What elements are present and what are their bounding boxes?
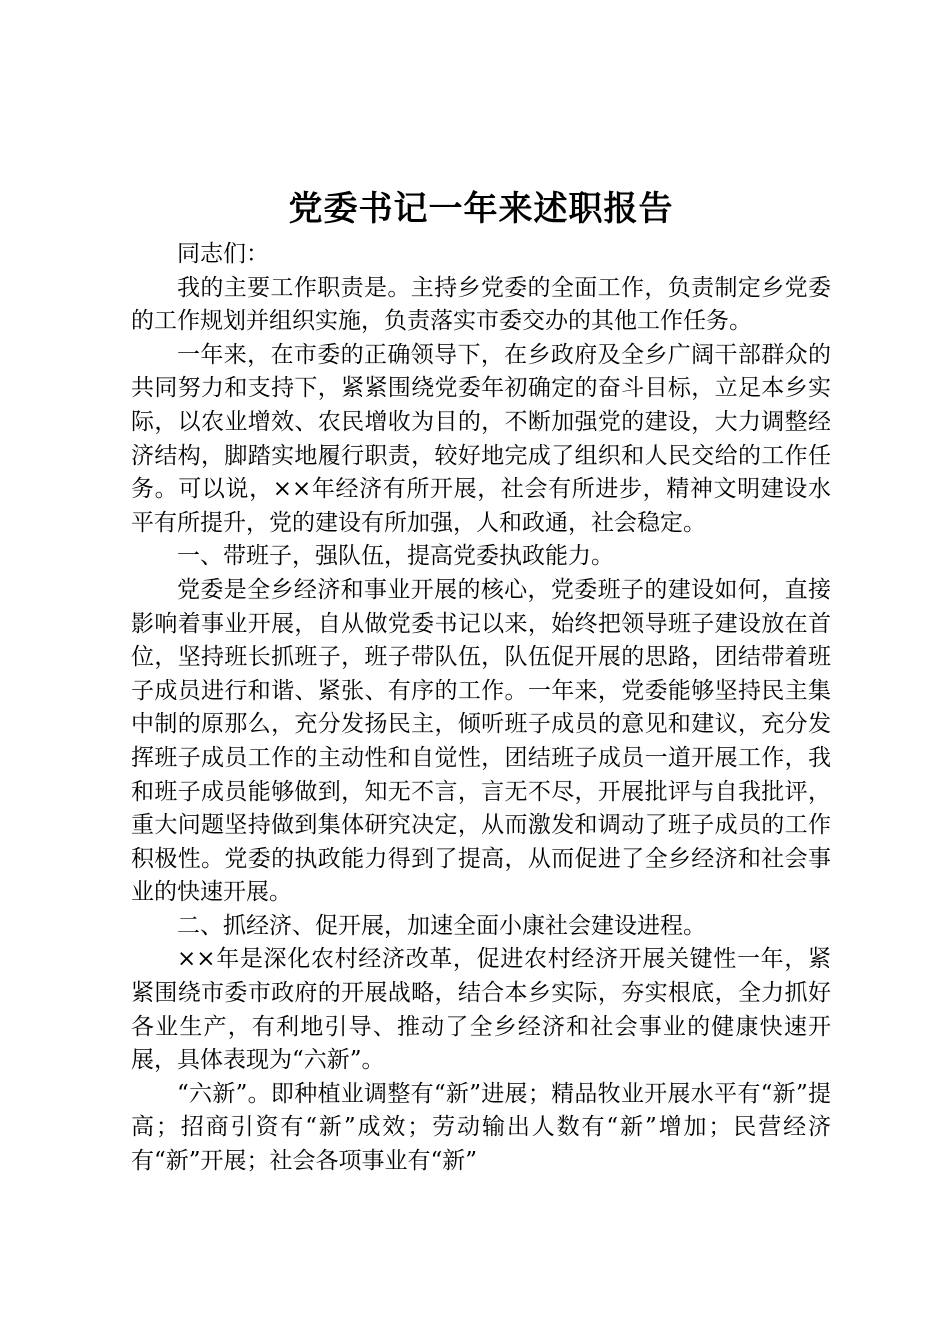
paragraph-team-building: 党委是全乡经济和事业开展的核心，党委班子的建设如何，直接影响着事业开展，自从做党委书记以来，始终把领导班子建设放在首位，坚持班长抓班子，班子带队伍，队伍促开展的思路，团结带着班子成员进行和谐、紧张、有序的工作。一年来，党委能够坚持民主集中制的原那么，充分发扬民主，倾听班子成员的意见和建议，充分发挥班子成员工作的主动性和自觉性，团结班子成员一道开展工作，我和班子成员能够做到，知无不言，言无不尽，开展批评与自我批评，重大问题坚持做到集体研究决定，从而激发和调动了班子成员的工作积极性。党委的执政能力得到了提高，从而促进了全乡经济和社会事业的快速开展。: [131, 576, 831, 906]
document-title: 党委书记一年来述职报告: [288, 189, 674, 229]
salutation: 同志们：: [177, 241, 269, 267]
paragraph-six-new: “六新”。即种植业调整有“新”进展；精品牧业开展水平有“新”提高；招商引资有“新”成效；劳动输出人数有“新”增加；民营经济有“新”开展；社会各项事业有“新”: [131, 1080, 831, 1175]
paragraph-economy: ××年是深化农村经济改革，促进农村经济开展关键性一年，紧紧围绕市委市政府的开展战略，结合本乡实际，夯实根底，全力抓好各业生产，有利地引导、推动了全乡经济和社会事业的健康快速开展，具体表现为“六新”。: [131, 946, 831, 1074]
document-page: [131, 180, 831, 1179]
paragraph-overview: 一年来，在市委的正确领导下，在乡政府及全乡广阔干部群众的共同努力和支持下，紧紧围绕党委年初确定的奋斗目标，立足本乡实际，以农业增效、农民增收为目的，不断加强党的建设，大力调整经济结构，脚踏实地履行职责，较好地完成了组织和人民交给的工作任务。可以说，××年经济有所开展，社会有所进步，精神文明建设水平有所提升，党的建设有所加强，人和政通，社会稳定。: [131, 341, 831, 536]
section-heading-2: 二、抓经济、促开展，加速全面小康社会建设进程。: [177, 912, 706, 939]
section-heading-1: 一、带班子，强队伍，提高党委执政能力。: [177, 543, 614, 570]
paragraph-duties: 我的主要工作职责是。主持乡党委的全面工作，负责制定乡党委的工作规划并组织实施，负责落实市委交办的其他工作任务。: [131, 274, 831, 335]
